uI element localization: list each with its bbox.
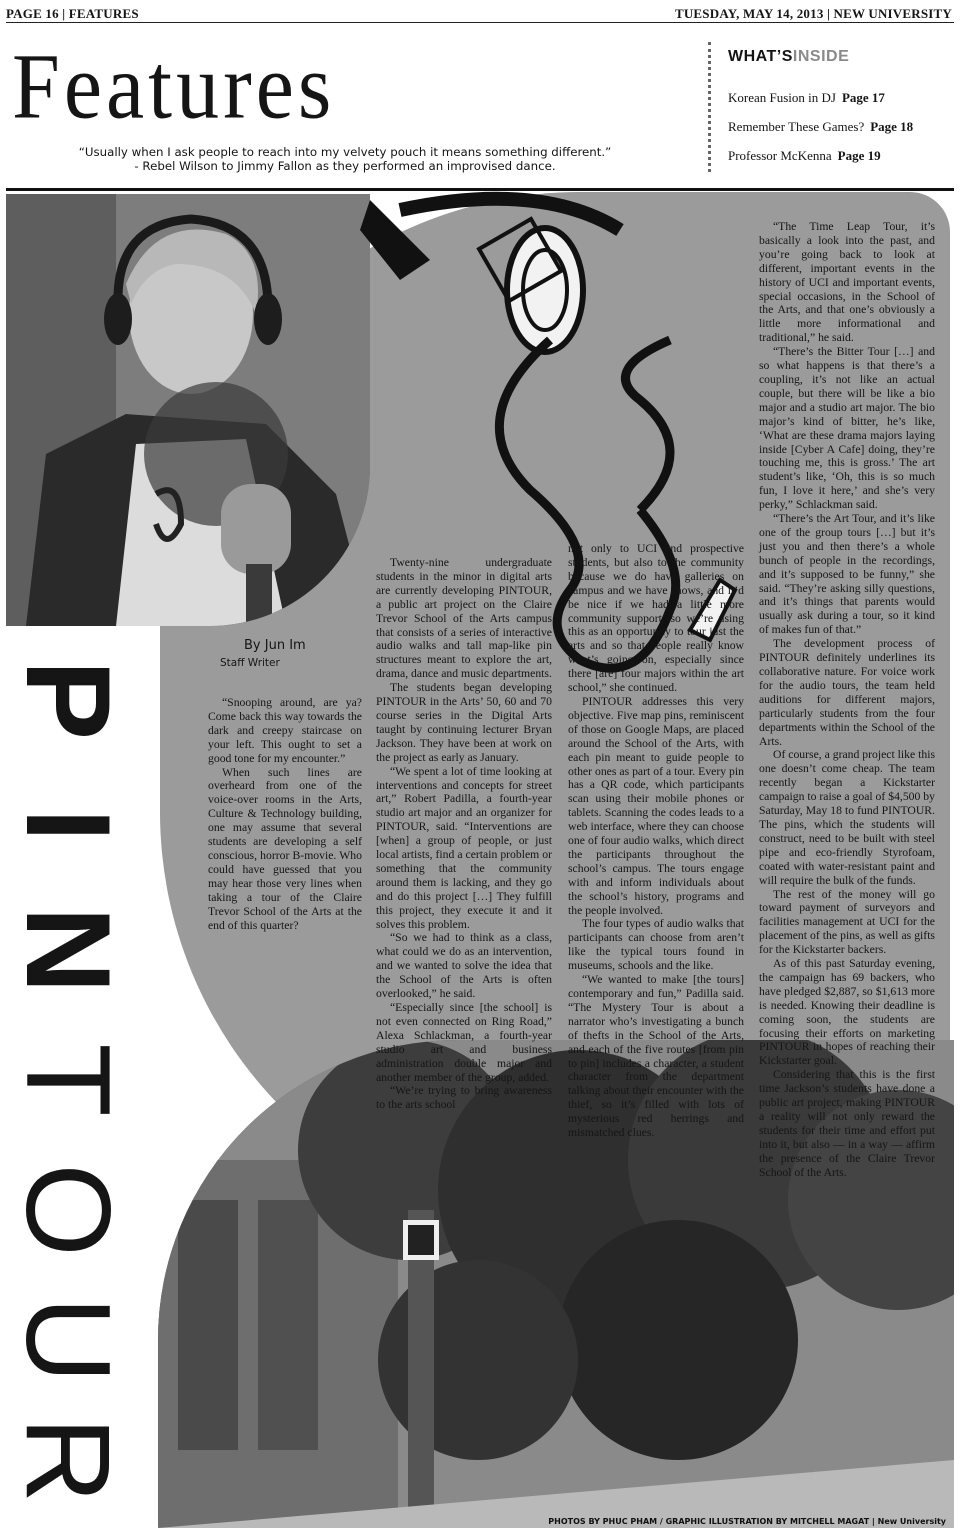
headline-letter: P <box>1 659 135 741</box>
paragraph: The four types of audio walks that participants can choose from aren’t like the typical tours found in museums, schools and the like. <box>568 917 744 973</box>
paragraph: “There’s the Bitter Tour […] and so what happens is that there’s a coupling, it’s not like an actual couple, but there will be like a bio major and a studio art major. The bio major’s kind of bitter, he’s like, ‘What are these drama majors laying inside [Cyber A Cafe] doing, they’re touching me, this is gross.’ The art student’s like, ‘Oh, this is so much fun, I love it here,’ and she’s very perky,” Schlackman said. <box>759 345 935 512</box>
headline-letter: R <box>1 1416 135 1504</box>
headline-letter: T <box>1 1043 135 1117</box>
byline-author: By Jun Im <box>244 638 306 653</box>
pull-quote <box>40 145 650 173</box>
singer-photo <box>6 194 370 626</box>
paragraph: not only to UCI and prospective students, but also to the community because we do have galleries on campus and we have shows, and it’d be nice if we had a little more community support, so we’re using this as an opportunity to tour just the arts and so that people really know what’s going on, especially since there [are] four majors within the art school,” she continued. <box>568 542 744 695</box>
inside-item-page: Page 17 <box>841 90 885 105</box>
inside-item-label: Remember These Games? <box>728 119 865 134</box>
whats-inside-title <box>728 48 849 66</box>
paragraph: “We wanted to make [the tours] contemporary and fun,” Padilla said. “The Mystery Tour is about a narrator who’s investigating a bunch of thefts in the School of the Arts, and each of the five routes [from pin to pin] includes a character, a student character from the department talking about their encounter with the thief, so it’s filled with lots of mysterious red herrings and mismatched clues. <box>568 973 744 1140</box>
paragraph: “Snooping around, are ya? Come back this way towards the dark and creepy staircase on your left. This ought to set a good tone for my encounter.” <box>208 696 362 765</box>
headline-letter: I <box>1 808 135 842</box>
whats-inside-title-light: INSIDE <box>792 48 850 65</box>
whats-inside-title-bold: WHAT’S <box>728 48 793 65</box>
paragraph: The students began developing PINTOUR in the Arts’ 50, 60 and 70 course series in the Digital Arts taught by continuing lecturer Bryan Jackson. They have been at work on the project as early as January. <box>376 681 552 764</box>
paragraph: The rest of the money will go toward payment of surveyors and facilities management at UCI for the placement of the pins, as well as gifts for the Kickstarter backers. <box>759 887 935 957</box>
inside-item-page: Page 19 <box>837 148 881 163</box>
article-column-4 <box>759 220 935 1180</box>
paragraph: “So we had to think as a class, what could we do as an intervention, and we wanted to solve the idea that the School of the Arts is often overlooked,” he said. <box>376 931 552 1001</box>
paragraph: When such lines are overheard from one of the voice-over rooms in the Arts, Culture & Technology building, one may assume that several students are developing a self conscious, horror B-movie. Who could have guessed that you may hear those very lines when taking a tour of the Claire Trevor School of the Arts at the end of this quarter? <box>208 765 362 932</box>
pull-quote-attribution: - Rebel Wilson to Jimmy Fallon as they performed an improvised dance. <box>134 159 556 173</box>
paragraph: Twenty-nine undergraduate students in the minor in digital arts are currently developing PINTOUR, a public art project on the Claire Trevor School of the Arts campus that consists of a series of interactive audio walks and tall map-like pin structures meant to explore the art, drama, dance and music departments. <box>376 556 552 681</box>
paragraph: Considering that this is the first time Jackson’s students have done a public art project, making PINTOUR a reality will not only reward the students for their time and effort put into it, but also — in a way — affirm the presence of the Claire Trevor School of the Arts. <box>759 1068 935 1179</box>
photo-credit: PHOTOS BY PHUC PHAM / GRAPHIC ILLUSTRATION BY MITCHELL MAGAT | New University <box>548 1517 946 1526</box>
article-column-1 <box>208 696 362 932</box>
paragraph: “We spent a lot of time looking at interventions and concepts for street art,” Robert Padilla, a fourth-year studio art major and an organizer for PINTOUR, said. “Interventions are [when] a group of people, or just local artists, find a certain problem or something that the community around them is lacking, and they go and do this project […] They fulfill this project, they execute it and it solves this problem. <box>376 764 552 931</box>
inside-item-label: Korean Fusion in DJ <box>728 90 836 105</box>
article-column-3 <box>568 542 744 1140</box>
paragraph: “Especially since [the school] is not even connected on Ring Road,” Alexa Schlackman, a fourth-year studio art and business administration double major and another member of the group, added. <box>376 1001 552 1084</box>
article-column-2 <box>376 556 552 1112</box>
inside-divider <box>708 42 711 172</box>
inside-item-label: Professor McKenna <box>728 148 832 163</box>
headline-letter: O <box>1 1163 135 1257</box>
paragraph: “There’s the Art Tour, and it’s like one of the group tours […] but it’s just you and then there’s a whole bunch of people in the recordings, and it’s supposed to be funny,” she said. “They’re asking silly questions, and it’s things that parents would usually ask during a tour, so it kind of makes fun of that.” <box>759 512 935 637</box>
inside-item[interactable] <box>728 119 913 135</box>
paragraph: The development process of PINTOUR definitely underlines its collaborative nature. For voice work for the audio tours, the team held auditions for different majors, particularly students from the four departments within the School of the Arts. <box>759 637 935 748</box>
paragraph: Of course, a grand project like this one doesn’t come cheap. The team recently began a Kickstarter campaign to raise a goal of $4,500 by Saturday, May 18 to fund PINTOUR. The pins, which the students will construct, need to be built with steel pipe and eco-friendly Styrofoam, coated with water-resistant paint and will require the bulk of the funds. <box>759 748 935 887</box>
inside-item[interactable] <box>728 148 881 164</box>
inside-item-page: Page 18 <box>870 119 914 134</box>
section-title: Features <box>12 34 336 138</box>
paragraph: “The Time Leap Tour, it’s basically a look into the past, and you’re going back to look at different, important events in the history of UCI and important events, special occasions, in the School of the Arts, and that one’s obviously a little more informational and traditional,” he said. <box>759 220 935 345</box>
pull-quote-text: “Usually when I ask people to reach into my velvety pouch it means something different.” <box>78 145 612 159</box>
singer-photo-art <box>6 194 370 626</box>
top-rule <box>6 22 954 23</box>
paragraph: As of this past Saturday evening, the campaign has 69 backers, who have pledged $2,887, so $1,613 more is needed. Knowing their deadline is coming soon, the students are focusing their efforts on marketing PINTOUR in hopes of reaching their Kickstarter goal. <box>759 957 935 1068</box>
paragraph: PINTOUR addresses this very objective. Five map pins, reminiscent of those on Google Maps, are placed around the School of the Arts, with each pin meant to guide people to other ones as part of a tour. Every pin has a QR code, which participants scan using their mobile phones or tablets. Scanning the codes leads to a web interface, where they can choose one of four audio walks, which direct the participants throughout the school’s campus. The tours engage with and inform individuals about the school’s history, programs and the people involved. <box>568 694 744 917</box>
folio-right: TUESDAY, MAY 14, 2013 | NEW UNIVERSITY <box>674 6 952 21</box>
folio-left: PAGE 16 | FEATURES <box>6 6 139 21</box>
byline-title: Staff Writer <box>220 657 280 669</box>
paragraph: “We’re trying to bring awareness to the arts school <box>376 1084 552 1112</box>
headline-letter: U <box>1 1296 135 1384</box>
headline-letter: N <box>1 906 135 994</box>
inside-item[interactable] <box>728 90 885 106</box>
